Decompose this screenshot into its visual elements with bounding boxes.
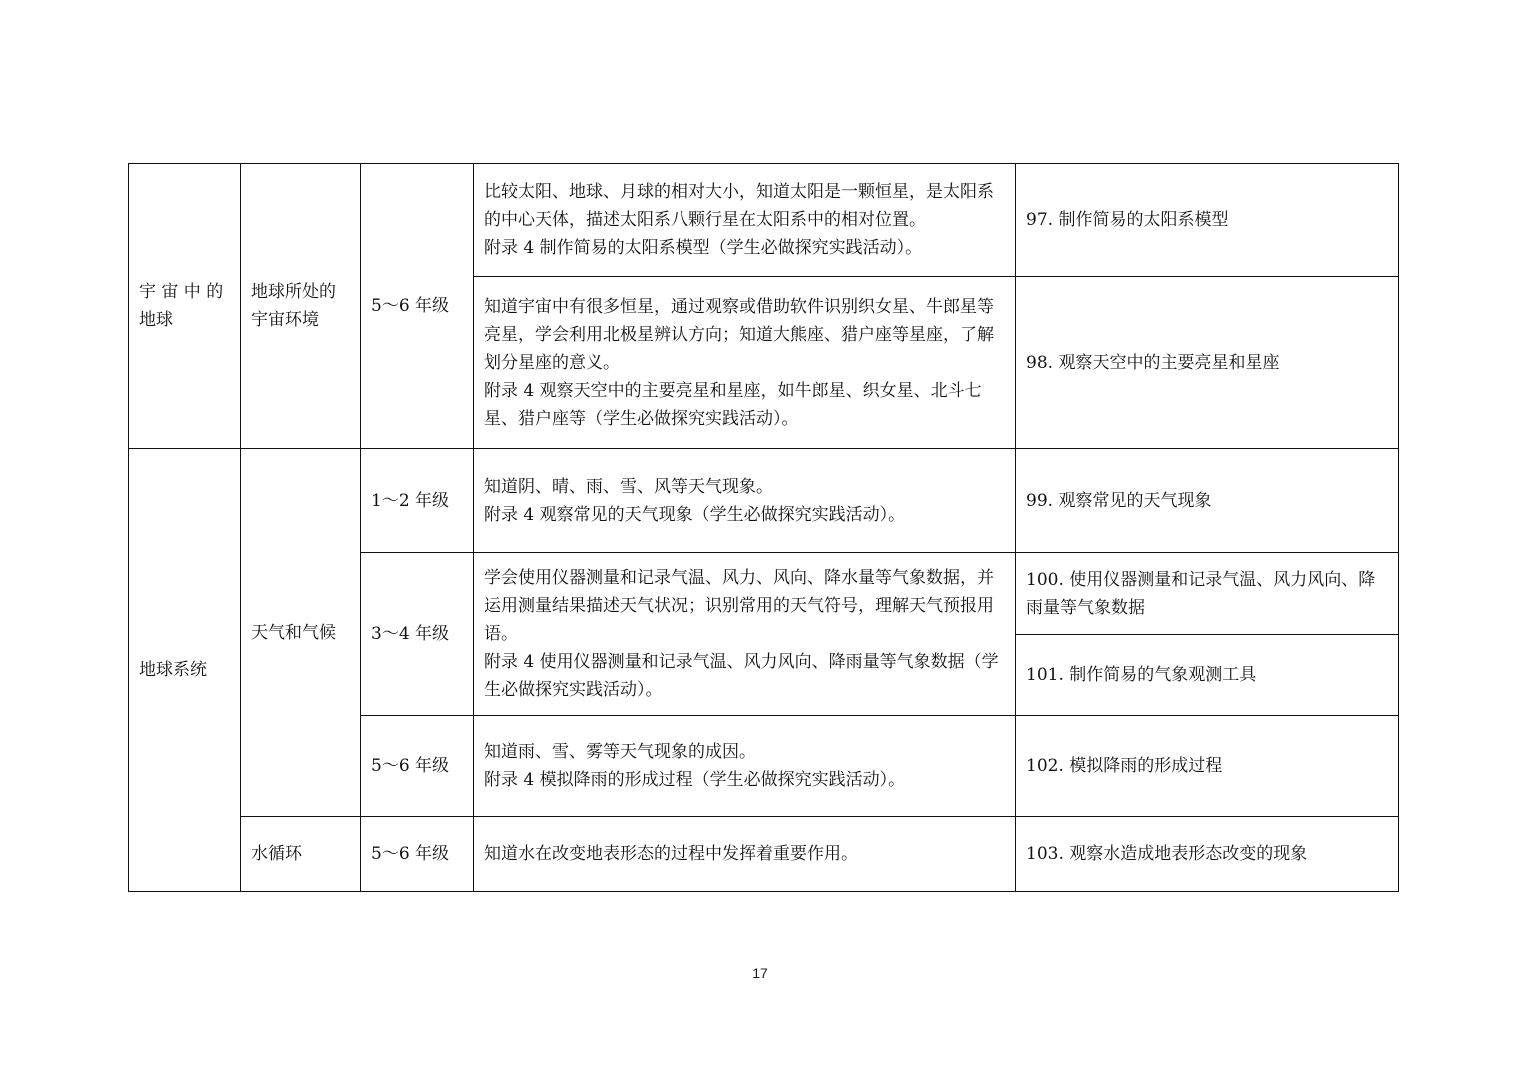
table-row bbox=[129, 449, 1399, 553]
subtopic-cell: 天气和气候 bbox=[241, 449, 361, 817]
grade-cell: 3～4 年级 bbox=[361, 553, 474, 716]
topic-cell bbox=[129, 164, 241, 449]
topic-cell: 地球系统 bbox=[129, 449, 241, 892]
text-line: 附录 4 模拟降雨的形成过程（学生必做探究实践活动）。 bbox=[484, 770, 906, 790]
text-line: 学会使用仪器测量和记录气温、风力、风向、降水量等气象数据，并运用测量结果描述天气状况；识别常用的天气符号，理解天气预报用语。 bbox=[484, 568, 994, 644]
activity-cell: 99. 观察常见的天气现象 bbox=[1016, 449, 1399, 553]
activity-cell: 101. 制作简易的气象观测工具 bbox=[1016, 635, 1399, 716]
activity-cell: 102. 模拟降雨的形成过程 bbox=[1016, 716, 1399, 817]
text-line: 知道宇宙中有很多恒星，通过观察或借助软件识别织女星、牛郎星等亮星，学会利用北极星辨认方向；知道大熊座、猎户座等星座，了解划分星座的意义。 bbox=[484, 296, 994, 373]
text-line: 知道阴、晴、雨、雪、风等天气现象。 bbox=[484, 476, 773, 497]
content-cell bbox=[474, 277, 1016, 449]
text-line: 比较太阳、地球、月球的相对大小，知道太阳是一颗恒星，是太阳系的中心天体，描述太阳系八颗行星在太阳系中的相对位置。 bbox=[484, 182, 994, 230]
text-line: 附录 4 观察常见的天气现象（学生必做探究实践活动）。 bbox=[484, 504, 906, 525]
text-line: 宇宙环境 bbox=[251, 310, 319, 330]
activity-cell: 100. 使用仪器测量和记录气温、风力风向、降雨量等气象数据 bbox=[1016, 553, 1399, 635]
text-line: 地球所处的 bbox=[251, 282, 336, 302]
table-row bbox=[129, 817, 1399, 892]
text-line: 附录 4 观察天空中的主要亮星和星座，如牛郎星、织女星、北斗七星、猎户座等（学生必做探究实践活动）。 bbox=[484, 380, 982, 429]
content-cell bbox=[474, 716, 1016, 817]
activity-cell: 98. 观察天空中的主要亮星和星座 bbox=[1016, 277, 1399, 449]
text-line: 地球 bbox=[139, 310, 173, 330]
grade-cell: 5～6 年级 bbox=[361, 164, 474, 449]
text-line: 附录 4 使用仪器测量和记录气温、风力风向、降雨量等气象数据（学生必做探究实践活动）。 bbox=[484, 652, 999, 700]
text-line: 宇 宙 中 的 bbox=[139, 282, 224, 302]
content-cell bbox=[474, 553, 1016, 716]
content-cell: 知道水在改变地表形态的过程中发挥着重要作用。 bbox=[474, 817, 1016, 892]
grade-cell: 1～2 年级 bbox=[361, 449, 474, 553]
subtopic-cell bbox=[241, 164, 361, 449]
grade-cell: 5～6 年级 bbox=[361, 817, 474, 892]
grade-cell: 5～6 年级 bbox=[361, 716, 474, 817]
text-line: 附录 4 制作简易的太阳系模型（学生必做探究实践活动）。 bbox=[484, 238, 923, 258]
content-cell bbox=[474, 449, 1016, 553]
activity-cell: 97. 制作简易的太阳系模型 bbox=[1016, 164, 1399, 277]
activity-cell: 103. 观察水造成地表形态改变的现象 bbox=[1016, 817, 1399, 892]
content-cell bbox=[474, 164, 1016, 277]
text-line: 知道雨、雪、雾等天气现象的成因。 bbox=[484, 742, 756, 762]
page-number: 17 bbox=[752, 965, 768, 981]
subtopic-cell: 水循环 bbox=[241, 817, 361, 892]
curriculum-table bbox=[128, 163, 1399, 892]
table-row bbox=[129, 164, 1399, 277]
